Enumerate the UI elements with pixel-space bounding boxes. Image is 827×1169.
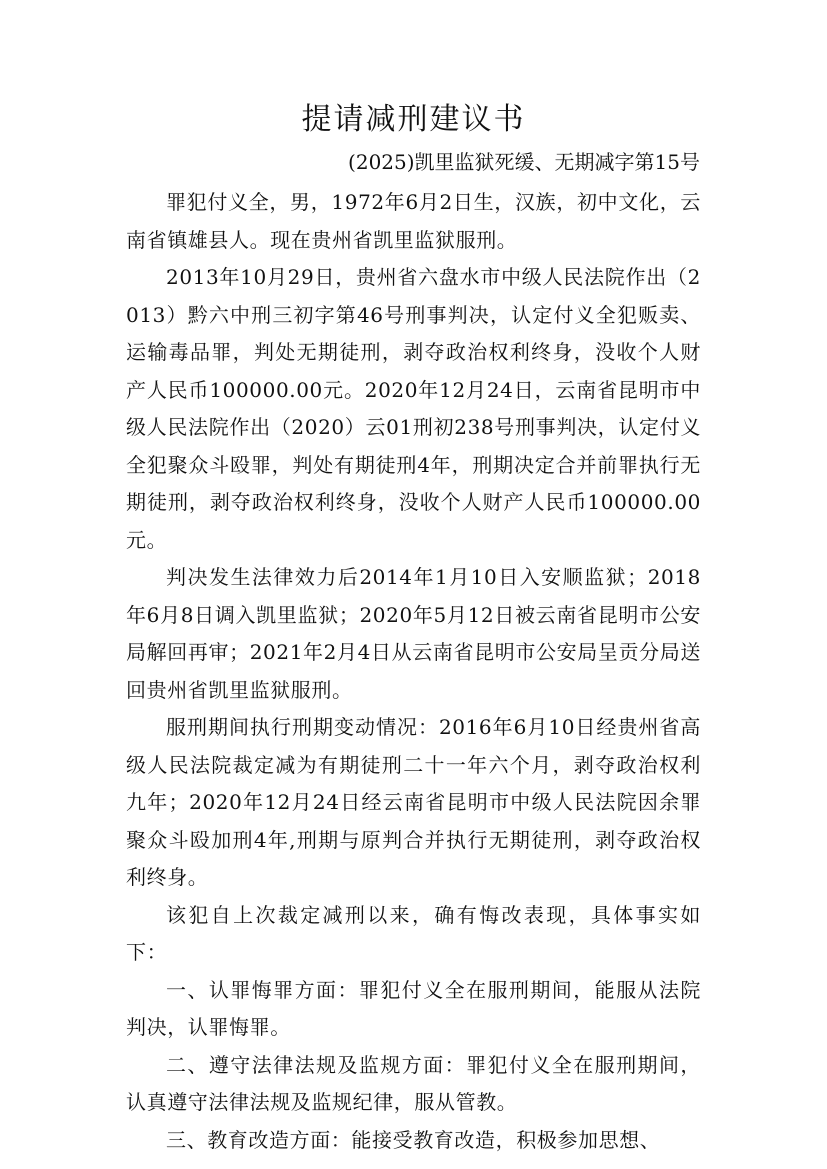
document-number: (2025)凯里监狱死缓、无期减字第15号 xyxy=(348,150,700,174)
paragraph-law-compliance: 二、遵守法律法规及监规方面：罪犯付义全在服刑期间，认真遵守法律法规及监规纪律，服从管教。 xyxy=(126,1052,701,1114)
document-body xyxy=(126,184,701,1159)
paragraph-judgments: 2013年10月29日，贵州省六盘水市中级人民法院作出（2013）黔六中刑三初字第46号刑事判决，认定付义全犯贩卖、运输毒品罪，判处无期徒刑，剥夺政治权利终身，没收个人财产人民币100000.00元。2020年12月24日，云南省昆明市中级人民法院作出（2020）云01刑初238号刑事判决，认定付义全犯聚众斗殴罪，判处有期徒刑4年，刑期决定合并前罪执行无期徒刑，剥夺政治权利终身，没收个人财产人民币100000.00元。 xyxy=(126,265,701,552)
paragraph-repentance-intro: 该犯自上次裁定减刑以来，确有悔改表现，具体事实如下： xyxy=(126,902,701,964)
paragraph-education: 三、教育改造方面：能接受教育改造，积极参加思想、 xyxy=(166,1127,661,1152)
paragraph-sentence-changes: 服刑期间执行刑期变动情况：2016年6月10日经贵州省高级人民法院裁定减为有期徒刑二十一年六个月，剥夺政治权利九年；2020年12月24日经云南省昆明市中级人民法院因余罪聚众斗殴加刑4年,刑期与原判合并执行无期徒刑，剥夺政治权利终身。 xyxy=(126,715,701,889)
paragraph-custody-history: 判决发生法律效力后2014年1月10日入安顺监狱；2018年6月8日调入凯里监狱；2020年5月12日被云南省昆明市公安局解回再审；2021年2月4日从云南省昆明市公安局呈贡分局送回贵州省凯里监狱服刑。 xyxy=(126,565,701,702)
paragraph-confession: 一、认罪悔罪方面：罪犯付义全在服刑期间，能服从法院判决，认罪悔罪。 xyxy=(126,977,701,1039)
document-title: 提请减刑建议书 xyxy=(301,102,526,137)
paragraph-criminal-info: 罪犯付义全，男，1972年6月2日生，汉族，初中文化，云南省镇雄县人。现在贵州省凯里监狱服刑。 xyxy=(126,190,701,252)
